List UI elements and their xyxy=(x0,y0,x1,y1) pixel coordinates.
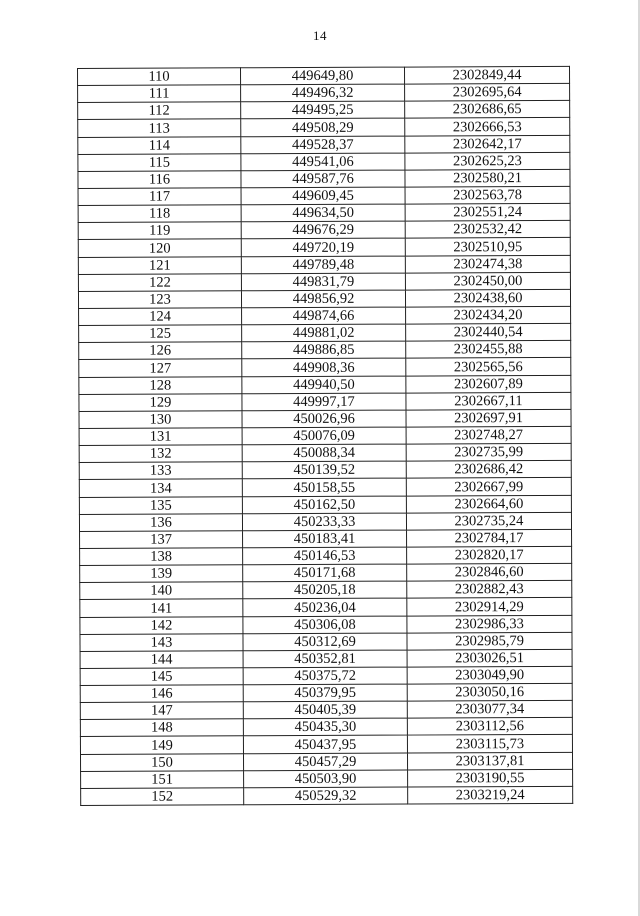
point-number-cell: 125 xyxy=(79,325,242,343)
y-coordinate-cell: 2302849,44 xyxy=(404,66,569,84)
point-number-cell: 110 xyxy=(78,68,241,86)
y-coordinate-cell: 2302450,00 xyxy=(405,272,570,290)
y-coordinate-cell: 2302686,42 xyxy=(406,461,571,479)
table-row xyxy=(80,649,572,668)
point-number-cell: 145 xyxy=(80,668,243,686)
table-row xyxy=(78,272,570,291)
x-coordinate-cell: 449856,92 xyxy=(241,290,405,308)
table-row xyxy=(78,289,570,308)
table-row xyxy=(79,478,571,497)
table-row xyxy=(81,769,573,788)
y-coordinate-cell: 2302667,99 xyxy=(406,478,571,496)
y-coordinate-cell: 2302735,24 xyxy=(406,512,571,530)
table-row xyxy=(80,529,572,548)
table-row xyxy=(78,221,570,240)
table-row xyxy=(79,512,571,531)
point-number-cell: 116 xyxy=(78,171,241,189)
y-coordinate-cell: 2302748,27 xyxy=(406,426,571,444)
table-row xyxy=(79,461,571,480)
point-number-cell: 120 xyxy=(78,239,241,257)
x-coordinate-cell: 450457,29 xyxy=(243,753,407,771)
table-row xyxy=(79,341,571,360)
point-number-cell: 129 xyxy=(79,393,242,411)
y-coordinate-cell: 2302565,56 xyxy=(406,358,571,376)
x-coordinate-cell: 449881,02 xyxy=(242,324,406,342)
y-coordinate-cell: 2302697,91 xyxy=(406,409,571,427)
x-coordinate-cell: 449587,76 xyxy=(241,170,405,188)
x-coordinate-cell: 450171,68 xyxy=(243,564,407,582)
point-number-cell: 146 xyxy=(80,685,243,703)
table-row xyxy=(78,66,570,85)
y-coordinate-cell: 2302664,60 xyxy=(406,495,571,513)
table-row xyxy=(80,563,572,582)
table-row xyxy=(80,718,572,737)
table-row xyxy=(80,735,572,754)
point-number-cell: 117 xyxy=(78,188,241,206)
table-row xyxy=(79,409,571,428)
point-number-cell: 113 xyxy=(78,119,241,137)
table-row xyxy=(78,101,570,120)
x-coordinate-cell: 450435,30 xyxy=(243,718,407,736)
point-number-cell: 123 xyxy=(78,291,241,309)
table-row xyxy=(80,581,572,600)
table-row xyxy=(80,701,572,720)
table-row xyxy=(79,443,571,462)
point-number-cell: 118 xyxy=(78,205,241,223)
x-coordinate-cell: 449886,85 xyxy=(242,341,406,359)
x-coordinate-cell: 449908,36 xyxy=(242,358,406,376)
y-coordinate-cell: 2302551,24 xyxy=(405,203,570,221)
y-coordinate-cell: 2303115,73 xyxy=(407,735,572,753)
x-coordinate-cell: 449528,37 xyxy=(241,136,405,154)
coordinates-table-body xyxy=(78,66,573,805)
y-coordinate-cell: 2303190,55 xyxy=(408,769,573,787)
x-coordinate-cell: 449676,29 xyxy=(241,221,405,239)
x-coordinate-cell: 449997,17 xyxy=(242,393,406,411)
x-coordinate-cell: 449541,06 xyxy=(241,153,405,171)
point-number-cell: 124 xyxy=(79,308,242,326)
point-number-cell: 115 xyxy=(78,153,241,171)
y-coordinate-cell: 2302510,95 xyxy=(405,238,570,256)
point-number-cell: 135 xyxy=(79,496,242,514)
x-coordinate-cell: 450026,96 xyxy=(242,410,406,428)
table-row xyxy=(80,615,572,634)
table-row xyxy=(78,152,570,171)
y-coordinate-cell: 2302455,88 xyxy=(406,341,571,359)
y-coordinate-cell: 2302986,33 xyxy=(407,615,572,633)
x-coordinate-cell: 450146,53 xyxy=(243,547,407,565)
x-coordinate-cell: 450076,09 xyxy=(242,427,406,445)
point-number-cell: 150 xyxy=(80,753,243,771)
x-coordinate-cell: 449649,80 xyxy=(241,67,405,85)
x-coordinate-cell: 450158,55 xyxy=(242,478,406,496)
point-number-cell: 143 xyxy=(80,633,243,651)
x-coordinate-cell: 449940,50 xyxy=(242,376,406,394)
table-row xyxy=(78,238,570,257)
x-coordinate-cell: 450503,90 xyxy=(244,770,408,788)
x-coordinate-cell: 450233,33 xyxy=(242,513,406,531)
point-number-cell: 133 xyxy=(79,462,242,480)
y-coordinate-cell: 2303026,51 xyxy=(407,649,572,667)
table-row xyxy=(80,666,572,685)
point-number-cell: 151 xyxy=(81,771,244,789)
x-coordinate-cell: 449508,29 xyxy=(241,118,405,136)
point-number-cell: 126 xyxy=(79,342,242,360)
point-number-cell: 149 xyxy=(80,736,243,754)
x-coordinate-cell: 449496,32 xyxy=(241,84,405,102)
point-number-cell: 139 xyxy=(80,565,243,583)
y-coordinate-cell: 2302474,38 xyxy=(405,255,570,273)
point-number-cell: 119 xyxy=(78,222,241,240)
x-coordinate-cell: 450375,72 xyxy=(243,667,407,685)
x-coordinate-cell: 450306,08 xyxy=(243,616,407,634)
x-coordinate-cell: 450183,41 xyxy=(243,530,407,548)
y-coordinate-cell: 2302914,29 xyxy=(407,598,572,616)
table-row xyxy=(80,683,572,702)
y-coordinate-cell: 2302438,60 xyxy=(405,289,570,307)
y-coordinate-cell: 2302625,23 xyxy=(405,152,570,170)
y-coordinate-cell: 2303137,81 xyxy=(407,752,572,770)
point-number-cell: 114 xyxy=(78,136,241,154)
x-coordinate-cell: 450379,95 xyxy=(243,684,407,702)
x-coordinate-cell: 450162,50 xyxy=(242,496,406,514)
y-coordinate-cell: 2302440,54 xyxy=(406,323,571,341)
y-coordinate-cell: 2302532,42 xyxy=(405,221,570,239)
x-coordinate-cell: 449634,50 xyxy=(241,204,405,222)
table-row xyxy=(78,135,570,154)
table-row xyxy=(79,392,571,411)
x-coordinate-cell: 450529,32 xyxy=(244,787,408,805)
coordinates-table xyxy=(77,66,573,806)
x-coordinate-cell: 450352,81 xyxy=(243,650,407,668)
y-coordinate-cell: 2302667,11 xyxy=(406,392,571,410)
point-number-cell: 137 xyxy=(80,531,243,549)
y-coordinate-cell: 2302563,78 xyxy=(405,186,570,204)
point-number-cell: 136 xyxy=(79,513,242,531)
y-coordinate-cell: 2302695,64 xyxy=(405,83,570,101)
table-row xyxy=(79,306,571,325)
table-row xyxy=(80,632,572,651)
table-row xyxy=(79,358,571,377)
x-coordinate-cell: 450437,95 xyxy=(243,736,407,754)
table-row xyxy=(80,752,572,771)
point-number-cell: 142 xyxy=(80,616,243,634)
point-number-cell: 140 xyxy=(80,582,243,600)
y-coordinate-cell: 2302882,43 xyxy=(407,581,572,599)
x-coordinate-cell: 449831,79 xyxy=(241,273,405,291)
y-coordinate-cell: 2302846,60 xyxy=(407,563,572,581)
point-number-cell: 134 xyxy=(79,479,242,497)
x-coordinate-cell: 450205,18 xyxy=(243,581,407,599)
y-coordinate-cell: 2302985,79 xyxy=(407,632,572,650)
point-number-cell: 111 xyxy=(78,85,241,103)
point-number-cell: 122 xyxy=(78,273,241,291)
y-coordinate-cell: 2302666,53 xyxy=(405,118,570,136)
y-coordinate-cell: 2302735,99 xyxy=(406,443,571,461)
point-number-cell: 127 xyxy=(79,359,242,377)
x-coordinate-cell: 450088,34 xyxy=(242,444,406,462)
table-row xyxy=(78,83,570,102)
table-row xyxy=(80,546,572,565)
table-row xyxy=(79,323,571,342)
point-number-cell: 128 xyxy=(79,376,242,394)
page-number: 14 xyxy=(313,28,327,43)
table-row xyxy=(80,598,572,617)
y-coordinate-cell: 2303219,24 xyxy=(408,786,573,804)
point-number-cell: 130 xyxy=(79,411,242,429)
x-coordinate-cell: 449720,19 xyxy=(241,238,405,256)
table-row xyxy=(81,786,573,805)
y-coordinate-cell: 2302686,65 xyxy=(405,101,570,119)
table-row xyxy=(78,118,570,137)
y-coordinate-cell: 2302820,17 xyxy=(407,546,572,564)
point-number-cell: 148 xyxy=(80,719,243,737)
y-coordinate-cell: 2302580,21 xyxy=(405,169,570,187)
y-coordinate-cell: 2303077,34 xyxy=(407,701,572,719)
table-row xyxy=(78,255,570,274)
y-coordinate-cell: 2302607,89 xyxy=(406,375,571,393)
x-coordinate-cell: 450139,52 xyxy=(242,461,406,479)
point-number-cell: 152 xyxy=(81,788,244,806)
table-row xyxy=(78,169,570,188)
x-coordinate-cell: 449874,66 xyxy=(242,307,406,325)
table-row xyxy=(79,375,571,394)
table-row xyxy=(78,186,570,205)
point-number-cell: 138 xyxy=(80,548,243,566)
y-coordinate-cell: 2303112,56 xyxy=(407,718,572,736)
point-number-cell: 147 xyxy=(80,702,243,720)
table-row xyxy=(79,426,571,445)
x-coordinate-cell: 450236,04 xyxy=(243,598,407,616)
x-coordinate-cell: 449789,48 xyxy=(241,256,405,274)
point-number-cell: 144 xyxy=(80,651,243,669)
y-coordinate-cell: 2302434,20 xyxy=(406,306,571,324)
point-number-cell: 141 xyxy=(80,599,243,617)
y-coordinate-cell: 2303050,16 xyxy=(407,683,572,701)
point-number-cell: 112 xyxy=(78,102,241,120)
point-number-cell: 131 xyxy=(79,428,242,446)
y-coordinate-cell: 2303049,90 xyxy=(407,666,572,684)
table-row xyxy=(78,203,570,222)
point-number-cell: 132 xyxy=(79,445,242,463)
x-coordinate-cell: 450405,39 xyxy=(243,701,407,719)
point-number-cell: 121 xyxy=(78,256,241,274)
x-coordinate-cell: 450312,69 xyxy=(243,633,407,651)
x-coordinate-cell: 449495,25 xyxy=(241,101,405,119)
x-coordinate-cell: 449609,45 xyxy=(241,187,405,205)
table-row xyxy=(79,495,571,514)
y-coordinate-cell: 2302642,17 xyxy=(405,135,570,153)
y-coordinate-cell: 2302784,17 xyxy=(407,529,572,547)
